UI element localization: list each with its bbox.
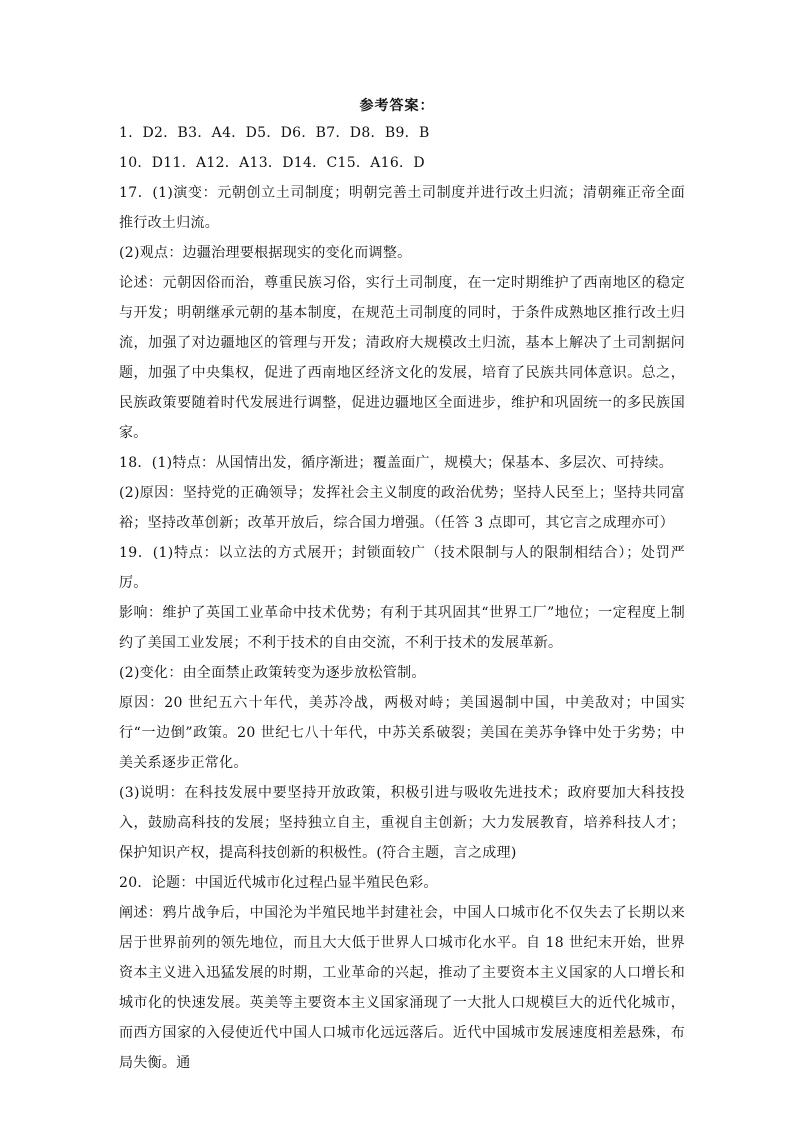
page-title: 参考答案： [359, 98, 435, 114]
q18-part2: (2)原因：坚持党的正确领导；发挥社会主义制度的政治优势；坚持人民至上；坚持共同富裕；坚持改革创新；改革开放后，综合国力增强。（任答 3 点即可，其它言之成理亦可） [119, 485, 685, 531]
answer-item: 8．B [361, 125, 396, 141]
q17-part1: 17．(1)演变：元朝创立土司制度；明朝完善土司制度并进行改土归流；清朝雍正帝全面推行改土归流。 [119, 185, 685, 231]
choice-answers-row-2 [119, 148, 685, 178]
q17-part2-argument: 论述：元朝因俗而治，尊重民族习俗，实行土司制度，在一定时期维护了西南地区的稳定与开发；明朝继承元朝的基本制度，在规范土司制度的同时，于条件成熟地区推行改土归流，加强了对边疆地区的管理与开发；清政府大规模改土归流，基本上解决了土司割据问题，加强了中央集权，促进了西南地区经济文化的发展，培育了民族共同体意识。总之，民族政策要随着时代发展进行调整，促进边疆地区全面进步，维护和巩固统一的多民族国家。 [119, 275, 685, 441]
q20-elaboration: 阐述：鸦片战争后，中国沦为半殖民地半封建社会，中国人口城市化不仅失去了长期以来居于世界前列的领先地位，而且大大低于世界人口城市化水平。自 18 世纪末开始，世界资本主义进入迅猛发展的时期，工业革命的兴起，推动了主要资本主义国家的人口增长和城市化的快速发展。英美等主要资本主义国家涌现了一大批人口规模巨大的近代化城市，而西方国家的入侵使近代中国人口城市化远远落后。近代中国城市发展速度相差悬殊，布局失衡。通 [119, 905, 685, 1071]
answer-item: 3．A [188, 125, 223, 141]
answer-item: 15．A [337, 155, 381, 171]
choice-answers-row-1 [119, 118, 685, 148]
answer-item: 5．D [257, 125, 293, 141]
answer-item: 10．D [119, 155, 164, 171]
answer-item: 12．A [206, 155, 250, 171]
answer-content [119, 118, 685, 1078]
answer-item: 1．D [119, 125, 155, 141]
q19-part1: 19．(1)特点：以立法的方式展开；封锁面较广（技术限制与人的限制相结合）；处罚严厉。 [119, 545, 685, 591]
answer-item: 6．B [292, 125, 327, 141]
q20-thesis: 20．论题：中国近代城市化过程凸显半殖民色彩。 [119, 875, 438, 891]
answer-item: 2．B [154, 125, 189, 141]
q18-part1: 18．(1)特点：从国情出发，循序渐进；覆盖面广，规模大；保基本、多层次、可持续。 [119, 455, 673, 471]
answer-item: 13．D [249, 155, 294, 171]
answer-item: 11．A [163, 155, 207, 171]
q17-part2-viewpoint: (2)观点：边疆治理要根据现实的变化而调整。 [119, 245, 412, 261]
answer-item: 7．D [326, 125, 362, 141]
answer-item: 16．D [380, 155, 425, 171]
answer-item: 9．B [395, 125, 430, 141]
answer-item: 4．D [222, 125, 258, 141]
q19-part2: (2)变化：由全面禁止政策转变为逐步放松管制。 [119, 665, 426, 681]
q19-influence: 影响：维护了英国工业革命中技术优势；有利于其巩固其“世界工厂”地位；一定程度上制约了美国工业发展；不利于技术的自由交流，不利于技术的发展革新。 [119, 605, 685, 651]
answer-item: 14．C [293, 155, 338, 171]
q19-part3: (3)说明：在科技发展中要坚持开放政策，积极引进与吸收先进技术；政府要加大科技投入，鼓励高科技的发展；坚持独立自主，重视自主创新；大力发展教育，培养科技人才；保护知识产权，提高科技创新的积极性。(符合主题，言之成理) [119, 785, 685, 861]
q19-reason: 原因：20 世纪五六十年代，美苏冷战，两极对峙；美国遏制中国，中美敌对；中国实行“一边倒”政策。20 世纪七八十年代，中苏关系破裂；美国在美苏争锋中处于劣势；中美关系逐步正常化。 [119, 695, 685, 771]
